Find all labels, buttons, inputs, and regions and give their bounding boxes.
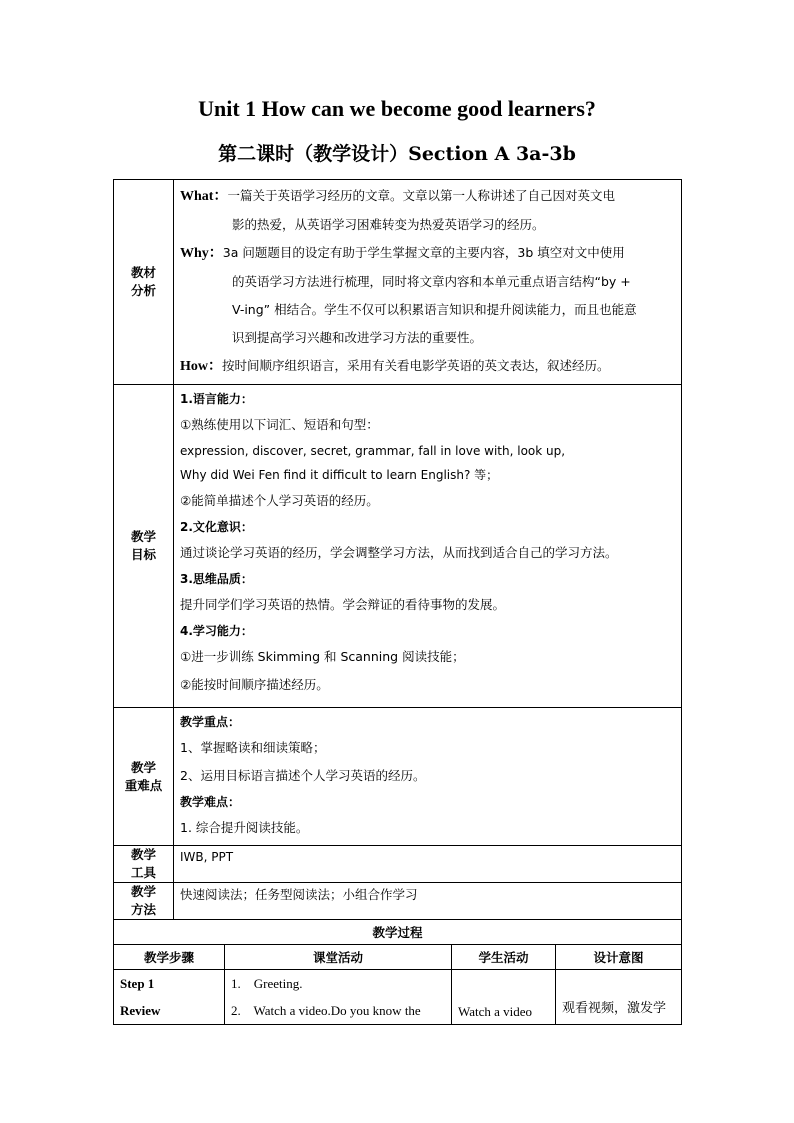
column-header-student: 学生活动 <box>452 945 556 970</box>
process-header: 教学过程 <box>114 920 682 945</box>
column-header-step: 教学步骤 <box>114 945 225 970</box>
keypoints-heading-focus: 教学重点： <box>180 715 241 729</box>
process-header-row <box>114 920 682 945</box>
keypoints-label-line1: 教学 <box>130 759 156 775</box>
tools-content <box>174 846 682 883</box>
what-text-line2: 影的热爱，从英语学习困难转变为热爱英语学习的经历。 <box>232 217 545 232</box>
intent-cell <box>556 970 682 1025</box>
analysis-row <box>114 180 682 385</box>
how-key: How： <box>180 359 222 374</box>
tools-label <box>114 846 174 883</box>
methods-label-line1: 教学 <box>130 884 156 899</box>
column-header-intent: 设计意图 <box>556 945 682 970</box>
methods-content <box>174 883 682 920</box>
how-text-line1: 按时间顺序组织语言，采用有关看电影学英语的英文表达，叙述经历。 <box>222 358 610 373</box>
analysis-label <box>114 180 174 385</box>
tools-row <box>114 846 682 883</box>
objective-line: expression, discover, secret, grammar, fall in love with, look up, <box>180 444 566 458</box>
objectives-content <box>174 385 682 708</box>
methods-value: 快速阅读法；任务型阅读法；小组合作学习 <box>180 887 418 902</box>
objectives-label-line2: 目标 <box>130 547 156 562</box>
methods-label <box>114 883 174 920</box>
objective-line: ②能按时间顺序描述经历。 <box>180 677 329 692</box>
objective-heading-language: 1.语言能力： <box>180 392 253 406</box>
column-header-activity: 课堂活动 <box>225 945 452 970</box>
step-cell <box>114 970 225 1025</box>
why-key: Why： <box>180 246 223 261</box>
why-text-line4: 识到提高学习兴趣和改进学习方法的重要性。 <box>232 330 483 345</box>
analysis-label-line2: 分析 <box>130 283 156 298</box>
objective-line: 提升同学们学习英语的热情。学会辩证的看待事物的发展。 <box>180 597 506 612</box>
why-text-line3: V-ing” 相结合。学生不仅可以积累语言知识和提升阅读能力，而且也能意 <box>232 302 637 317</box>
keypoint-line: 1. 综合提升阅读技能。 <box>180 820 309 835</box>
tools-value: IWB, PPT <box>180 850 234 864</box>
keypoints-row <box>114 708 682 846</box>
keypoints-content <box>174 708 682 846</box>
keypoints-label-line2: 重难点 <box>124 777 163 793</box>
objectives-label <box>114 385 174 708</box>
objective-line: 通过谈论学习英语的经历，学会调整学习方法，从而找到适合自己的学习方法。 <box>180 545 618 560</box>
what-text-line1: 一篇关于英语学习经历的文章。文章以第一人称讲述了自己因对英文电 <box>227 188 615 203</box>
objectives-label-line1: 教学 <box>130 529 156 544</box>
methods-label-line2: 方法 <box>130 902 156 917</box>
objective-line: ①熟练使用以下词汇、短语和句型： <box>180 417 379 432</box>
keypoints-heading-difficulty: 教学难点： <box>180 795 241 809</box>
objective-heading-thinking: 3.思维品质： <box>180 572 253 586</box>
process-columns-row <box>114 945 682 970</box>
analysis-content <box>174 180 682 385</box>
objective-line: ②能简单描述个人学习英语的经历。 <box>180 493 379 508</box>
tools-label-line2: 工具 <box>130 865 156 880</box>
why-text-line1: 3a 问题题目的设定有助于学生掌握文章的主要内容，3b 填空对文中使用 <box>222 245 625 260</box>
document-title: Unit 1 How can we become good learners? <box>198 96 596 121</box>
tools-label-line1: 教学 <box>130 847 156 862</box>
table-row <box>114 970 682 1025</box>
analysis-label-line1: 教材 <box>130 265 156 280</box>
lesson-plan-table <box>113 179 682 1025</box>
methods-row <box>114 883 682 920</box>
student-activity: Watch a video <box>458 1004 533 1019</box>
step-label: Step 1 <box>120 976 155 991</box>
keypoint-line: 2、运用目标语言描述个人学习英语的经历。 <box>180 768 426 783</box>
student-cell <box>452 970 556 1025</box>
objective-heading-learning: 4.学习能力： <box>180 624 253 638</box>
objective-heading-culture: 2.文化意识： <box>180 520 253 534</box>
objective-line: Why did Wei Fen find it difficult to learn English? 等； <box>180 468 499 482</box>
keypoints-label <box>114 708 174 846</box>
objectives-row <box>114 385 682 708</box>
document-subtitle: 第二课时（教学设计）Section A 3a-3b <box>218 143 576 165</box>
activity-line: 1. Greeting. <box>231 976 303 991</box>
keypoint-line: 1、掌握略读和细读策略； <box>180 740 326 755</box>
what-key: What： <box>180 189 228 204</box>
activity-line: 2. Watch a video.Do you know the <box>231 1003 421 1018</box>
step-name: Review <box>120 1003 161 1018</box>
activity-cell <box>225 970 452 1025</box>
why-text-line2: 的英语学习方法进行梳理，同时将文章内容和本单元重点语言结构“by + <box>232 274 631 289</box>
design-intent: 观看视频，激发学 <box>562 1000 667 1016</box>
objective-line: ①进一步训练 Skimming 和 Scanning 阅读技能； <box>180 649 465 664</box>
